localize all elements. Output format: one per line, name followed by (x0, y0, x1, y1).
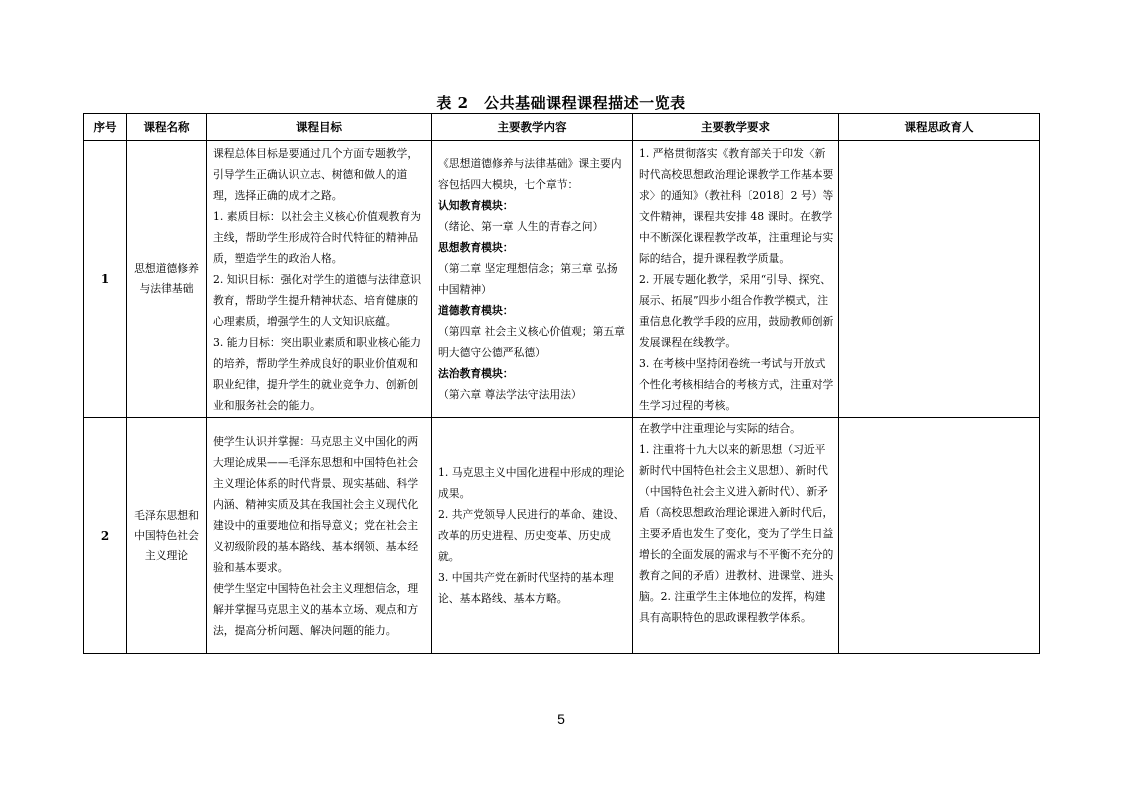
content-paragraph: 3. 中国共产党在新时代坚持的基本理论、基本路线、基本方略。 (438, 571, 614, 605)
requirement-paragraph: 2. 开展专题化教学，采用“引导、探究、展示、拓展”四步小组合作教学模式，注重信息化教学手段的应用，鼓励教师创新发展课程在线教学。 (639, 272, 834, 349)
content-paragraph: （绪论、第一章 人生的青春之问） (438, 220, 604, 233)
requirement-paragraph: 3. 在考核中坚持闭卷统一考试与开放式个性化考核相结合的考核方式，注重对学生学习过程的考核。 (639, 356, 834, 412)
goal-paragraph: 课程总体目标是要通过几个方面专题教学，引导学生正确认识立志、树德和做人的道理，选择正确的成才之路。 (213, 146, 419, 202)
goal-paragraph: 使学生坚定中国特色社会主义理想信念，理解并掌握马克思主义的基本立场、观点和方法，提高分析问题、解决问题的能力。 (213, 581, 419, 637)
table-title: 表 2 公共基础课程课程描述一览表 (436, 94, 686, 112)
module-heading: 法治教育模块： (438, 367, 514, 380)
table-row (84, 418, 1040, 654)
table-header-row (84, 114, 1040, 141)
content-text (432, 462, 632, 609)
course-description-table (83, 113, 1040, 654)
ideology-cell (839, 418, 1040, 654)
goals-text (207, 431, 431, 641)
content-paragraph: （第四章 社会主义核心价值观；第五章 明大德守公德严私德） (438, 325, 625, 359)
content-paragraph: 《思想道德修养与法律基础》课主要内容包括四大模块，七个章节： (438, 157, 622, 191)
header-course-name: 课程名称 (127, 114, 207, 141)
header-main-content: 主要教学内容 (432, 114, 633, 141)
header-ideological-education: 课程思政育人 (839, 114, 1040, 141)
goal-paragraph: 1. 素质目标：以社会主义核心价值观教育为主线，帮助学生形成符合时代特征的精神品质，塑造学生的政治人格。 (213, 209, 422, 265)
row-number: 2 (84, 418, 127, 654)
course-name: 思想道德修养与法律基础 (134, 262, 199, 295)
header-course-goals: 课程目标 (207, 114, 432, 141)
module-heading: 道德教育模块： (438, 304, 514, 317)
requirements-cell (633, 418, 839, 654)
goals-cell (207, 418, 432, 654)
course-name-cell (127, 418, 207, 654)
goals-text (207, 143, 431, 416)
page-number: 5 (557, 711, 565, 727)
content-cell (432, 141, 633, 418)
table-row (84, 141, 1040, 418)
ideology-cell (839, 141, 1040, 418)
requirement-paragraph: 在教学中注重理论与实际的结合。 (639, 422, 801, 435)
goals-cell (207, 141, 432, 418)
module-heading: 认知教育模块： (438, 199, 514, 212)
content-paragraph: （第二章 坚定理想信念；第三章 弘扬中国精神） (438, 262, 618, 296)
header-main-requirements: 主要教学要求 (633, 114, 839, 141)
requirement-paragraph: 1. 严格贯彻落实《教育部关于印发〈新时代高校思想政治理论课教学工作基本要求〉的通知》（教社科〔2018〕2 号）等文件精神，课程共安排 48 课时。在教学中不断深化课程教学改革，注重理论与实际的结合，提升课程教学质量。 (639, 146, 834, 265)
content-paragraph: （第六章 尊法学法守法用法） (438, 388, 582, 401)
goal-paragraph: 3. 能力目标：突出职业素质和职业核心能力的培养，帮助学生养成良好的职业价值观和职业纪律，提升学生的就业竞争力、创新创业和服务社会的能力。 (213, 335, 422, 412)
requirements-cell (633, 141, 839, 418)
row-number: 1 (84, 141, 127, 418)
course-name: 毛泽东思想和中国特色社会主义理论 (134, 508, 199, 562)
goal-paragraph: 使学生认识并掌握：马克思主义中国化的两大理论成果——毛泽东思想和中国特色社会主义理论体系的时代背景、现实基础、科学内涵、精神实质及其在我国社会主义现代化建设中的重要地位和指导意义；党在社会主义初级阶段的基本路线、基本纲领、基本经验和基本要求。 (213, 434, 419, 574)
header-seq: 序号 (84, 114, 127, 141)
requirements-text (633, 418, 838, 628)
content-text (432, 153, 632, 405)
course-name-cell (127, 141, 207, 418)
content-cell (432, 418, 633, 654)
requirement-paragraph: 1. 注重将十九大以来的新思想（习近平新时代中国特色社会主义思想）、新时代（中国特色社会主义进入新时代）、新矛盾（高校思想政治理论课进入新时代后，主要矛盾也发生了变化，变为了学生日益增长的全面发展的需求与不平衡不充分的教育之间的矛盾）进教材、进课堂、进头脑。2. 注重学生主体地位的发挥，构建具有高职特色的思政课程教学体系。 (639, 443, 834, 624)
content-paragraph: 2. 共产党领导人民进行的革命、建设、改革的历史进程、历史变革、历史成就。 (438, 508, 625, 563)
goal-paragraph: 2. 知识目标：强化对学生的道德与法律意识教育，帮助学生提升精神状态、培育健康的心理素质，增强学生的人文知识底蕴。 (213, 272, 422, 328)
requirements-text (633, 143, 838, 416)
module-heading: 思想教育模块： (438, 241, 514, 254)
content-paragraph: 1. 马克思主义中国化进程中形成的理论成果。 (438, 466, 625, 500)
